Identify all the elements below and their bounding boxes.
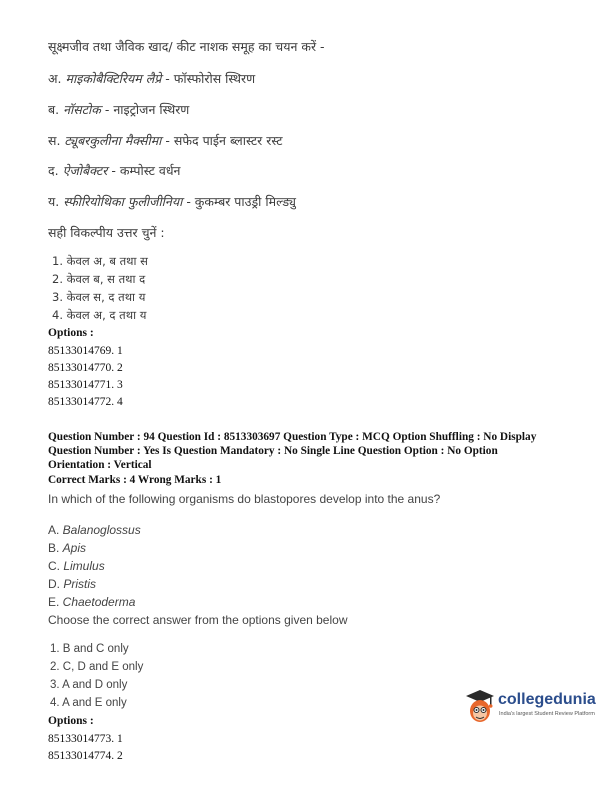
organism-name: ऐजोबैक्टर	[62, 163, 108, 178]
statement-d: द. ऐजोबैक्टर - कम्पोस्ट वर्धन	[48, 163, 181, 178]
answer-prompt: Choose the correct answer from the options given below	[48, 613, 348, 627]
organism-option: B. Apis	[48, 541, 87, 555]
answer-choice: 4. A and E only	[50, 697, 127, 709]
marks-line: Correct Marks : 4 Wrong Marks : 1	[48, 474, 222, 486]
organism-option: D. Pristis	[48, 577, 97, 591]
question-meta-line-2: Question Number : Yes Is Question Mandatory : No Single Line Question Option : No Option	[48, 445, 498, 457]
mascot-icon	[463, 687, 497, 727]
question-text: In which of the following organisms do blastopores develop into the anus?	[48, 492, 441, 506]
organism-name: नॉसटोक	[63, 102, 101, 117]
answer-choice: 1. केवल अ, ब तथा स	[52, 254, 148, 268]
organism-option: E. Chaetoderma	[48, 595, 136, 609]
logo-wordmark: collegedunia	[498, 691, 596, 708]
organism-name: ट्यूबरकुलीना मैक्सीमा	[64, 133, 162, 148]
answer-choice: 3. केवल स, द तथा य	[52, 290, 146, 304]
organism-option: C. Limulus	[48, 559, 105, 573]
options-label: Options :	[48, 327, 94, 339]
question-meta-line-1: Question Number : 94 Question Id : 8513303697 Question Type : MCQ Option Shuffling : No Display	[48, 431, 537, 443]
collegedunia-logo	[463, 687, 603, 729]
statement-c: स. ट्यूबरकुलीना मैक्सीमा - सफेद पाईन ब्लास्टर रस्ट	[48, 133, 283, 148]
answer-choice: 3. A and D only	[50, 679, 128, 691]
question-intro: सूक्ष्मजीव तथा जैविक खाद/ कीट नाशक समूह का चयन करें -	[48, 39, 325, 54]
answer-choice: 2. C, D and E only	[50, 661, 144, 673]
answer-choice: 4. केवल अ, द तथा य	[52, 308, 147, 322]
statement-b: ब. नॉसटोक - नाइट्रोजन स्थिरण	[48, 102, 190, 117]
option-id: 85133014769. 1	[48, 345, 123, 357]
option-id: 85133014771. 3	[48, 379, 123, 391]
options-label: Options :	[48, 715, 94, 727]
organism-name: स्फीरियोथिका फुलीजीनिया	[63, 194, 183, 209]
option-id: 85133014773. 1	[48, 733, 123, 745]
statement-a: अ. माइकोबैक्टिरियम लैप्रे - फॉस्फोरोस स्थिरण	[48, 71, 256, 86]
organism-option: A. Balanoglossus	[48, 523, 141, 537]
answer-choice: 2. केवल ब, स तथा द	[52, 272, 146, 286]
option-id: 85133014772. 4	[48, 396, 123, 408]
organism-name: माइकोबैक्टिरियम लैप्रे	[65, 71, 162, 86]
answer-prompt: सही विकल्पीय उत्तर चुनें :	[48, 225, 165, 240]
question-meta-line-3: Orientation : Vertical	[48, 459, 152, 471]
logo-tagline: India's largest Student Review Platform	[499, 711, 595, 717]
answer-choice: 1. B and C only	[50, 643, 129, 655]
option-id: 85133014774. 2	[48, 750, 123, 762]
option-id: 85133014770. 2	[48, 362, 123, 374]
statement-e: य. स्फीरियोथिका फुलीजीनिया - कुकम्बर पाउड्री मिल्ड्यु	[48, 194, 296, 209]
